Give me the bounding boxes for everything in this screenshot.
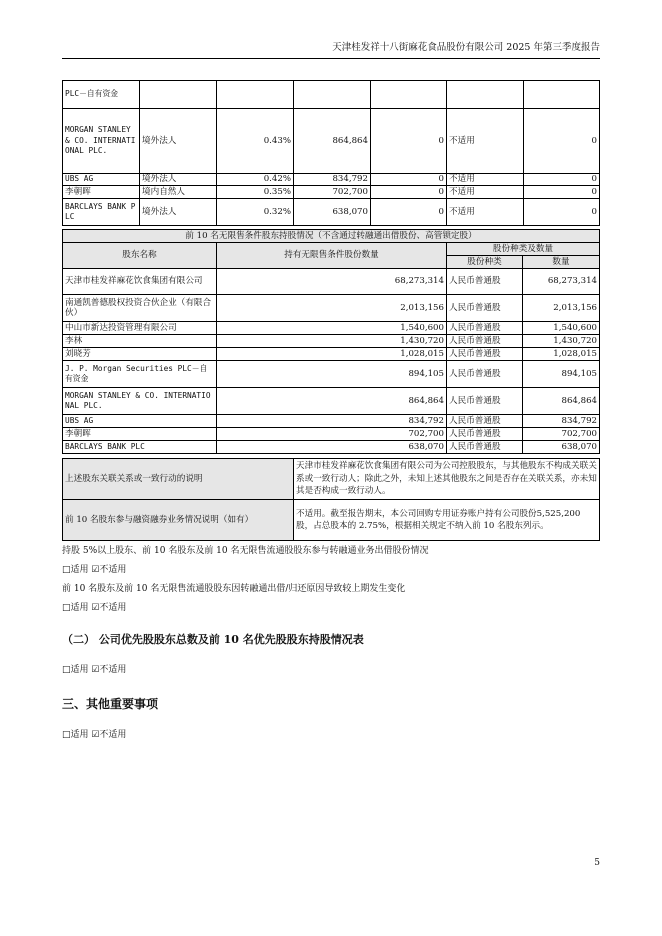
table-row bbox=[63, 500, 600, 541]
share-type: 人民币普通股 bbox=[447, 428, 523, 441]
restricted-amount: 0 bbox=[371, 186, 447, 199]
header-row bbox=[63, 243, 600, 256]
holder-name: BARCLAYS BANK PLC bbox=[63, 441, 217, 454]
share-type: 人民币普通股 bbox=[447, 348, 523, 361]
pledge-amount: 0 bbox=[524, 186, 600, 199]
pledge-status: 不适用 bbox=[447, 109, 524, 174]
holder-name: 刘晓芳 bbox=[63, 348, 217, 361]
share-qty: 894,105 bbox=[523, 361, 600, 388]
lending-change-statement: 前 10 名股东及前 10 名无限售流通股股东因转融通出借/归还原因导致较上期发生变化 bbox=[62, 584, 406, 594]
holding-amount: 702,700 bbox=[294, 186, 371, 199]
restricted-amount: 0 bbox=[371, 109, 447, 174]
share-qty: 834,792 bbox=[523, 415, 600, 428]
note-label: 上述股东关联关系或一致行动的说明 bbox=[63, 459, 294, 500]
table-row bbox=[63, 388, 600, 415]
share-qty: 68,273,314 bbox=[523, 269, 600, 295]
holder-type: 境外法人 bbox=[140, 199, 217, 226]
holder-name: MORGAN STANLEY & CO. INTERNATIONAL PLC. bbox=[63, 109, 140, 174]
note-text: 不适用。截至报告期末，本公司回购专用证券账户持有公司股份5,525,200 股，占总股本的 2.75%，根据相关规定不纳入前 10 名股东列示。 bbox=[294, 500, 600, 541]
col-header-type: 股份种类 bbox=[447, 256, 523, 269]
holding-amount: 834,792 bbox=[294, 174, 371, 186]
share-type: 人民币普通股 bbox=[447, 441, 523, 454]
table-row bbox=[63, 269, 600, 295]
pledge-status: 不适用 bbox=[447, 199, 524, 226]
table-title: 前 10 名无限售条件股东持股情况（不含通过转融通出借股份、高管锁定股） bbox=[63, 230, 600, 243]
table-row bbox=[63, 109, 600, 174]
holder-name: J. P. Morgan Securities PLC－自有资金 bbox=[63, 361, 217, 388]
table-row bbox=[63, 335, 600, 348]
unrestricted-amount: 2,013,156 bbox=[217, 295, 447, 322]
share-type: 人民币普通股 bbox=[447, 322, 523, 335]
table-row bbox=[63, 415, 600, 428]
unrestricted-amount: 864,864 bbox=[217, 388, 447, 415]
holder-type: 境外法人 bbox=[140, 174, 217, 186]
table-row bbox=[63, 186, 600, 199]
holding-ratio: 0.35% bbox=[217, 186, 294, 199]
share-qty: 2,013,156 bbox=[523, 295, 600, 322]
unrestricted-amount: 68,273,314 bbox=[217, 269, 447, 295]
share-qty: 1,540,600 bbox=[523, 322, 600, 335]
pledge-status: 不适用 bbox=[447, 186, 524, 199]
applicability-checkbox: □适用 ☑不适用 bbox=[62, 665, 127, 675]
holder-name: 李林 bbox=[63, 335, 217, 348]
shareholder-notes-table bbox=[62, 458, 600, 541]
pledge-amount: 0 bbox=[524, 109, 600, 174]
share-type: 人民币普通股 bbox=[447, 361, 523, 388]
restricted-amount bbox=[371, 81, 447, 109]
table-row bbox=[63, 441, 600, 454]
holder-name: 天津市桂发祥麻花饮食集团有限公司 bbox=[63, 269, 217, 295]
restricted-amount: 0 bbox=[371, 174, 447, 186]
table-row bbox=[63, 322, 600, 335]
other-matters-heading: 三、其他重要事项 bbox=[62, 697, 159, 711]
holder-type bbox=[140, 81, 217, 109]
holder-name: UBS AG bbox=[63, 174, 140, 186]
share-type: 人民币普通股 bbox=[447, 388, 523, 415]
page-number: 5 bbox=[594, 858, 600, 868]
unrestricted-amount: 702,700 bbox=[217, 428, 447, 441]
applicability-checkbox: □适用 ☑不适用 bbox=[62, 565, 127, 575]
col-header-type-group: 股份种类及数量 bbox=[447, 243, 600, 256]
table-title-row bbox=[63, 230, 600, 243]
share-type: 人民币普通股 bbox=[447, 295, 523, 322]
holding-ratio: 0.42% bbox=[217, 174, 294, 186]
securities-lending-statement: 持股 5%以上股东、前 10 名股东及前 10 名无限售流通股股东参与转融通业务出借股份情况 bbox=[62, 546, 429, 556]
applicability-checkbox: □适用 ☑不适用 bbox=[62, 730, 127, 740]
pledge-amount bbox=[524, 81, 600, 109]
header-divider bbox=[62, 58, 600, 59]
holder-name: 南通凯普德股权投资合伙企业（有限合伙） bbox=[63, 295, 217, 322]
table-row bbox=[63, 459, 600, 500]
share-qty: 1,430,720 bbox=[523, 335, 600, 348]
pledge-amount: 0 bbox=[524, 174, 600, 186]
col-header-qty: 数量 bbox=[523, 256, 600, 269]
preferred-shareholders-heading: （二） 公司优先股股东总数及前 10 名优先股股东持股情况表 bbox=[62, 633, 364, 646]
unrestricted-amount: 834,792 bbox=[217, 415, 447, 428]
holder-type: 境内自然人 bbox=[140, 186, 217, 199]
table-row bbox=[63, 428, 600, 441]
holding-ratio: 0.32% bbox=[217, 199, 294, 226]
pledge-amount: 0 bbox=[524, 199, 600, 226]
holding-amount: 638,070 bbox=[294, 199, 371, 226]
note-text: 天津市桂发祥麻花饮食集团有限公司为公司控股股东，与其他股东不构成关联关系或一致行动人；除此之外，未知上述其他股东之间是否存在关联关系，亦未知其是否构成一致行动人。 bbox=[294, 459, 600, 500]
table-row bbox=[63, 361, 600, 388]
holding-ratio: 0.43% bbox=[217, 109, 294, 174]
table-row bbox=[63, 295, 600, 322]
share-qty: 702,700 bbox=[523, 428, 600, 441]
table-row bbox=[63, 81, 600, 109]
share-qty: 1,028,015 bbox=[523, 348, 600, 361]
holder-name: 中山市新达投资管理有限公司 bbox=[63, 322, 217, 335]
holder-name: 李朝晖 bbox=[63, 186, 140, 199]
report-header: 天津桂发祥十八街麻花食品股份有限公司 2025 年第三季度报告 bbox=[332, 42, 600, 53]
holding-amount: 864,864 bbox=[294, 109, 371, 174]
table-row bbox=[63, 348, 600, 361]
restricted-amount: 0 bbox=[371, 199, 447, 226]
holder-name: UBS AG bbox=[63, 415, 217, 428]
unrestricted-amount: 1,540,600 bbox=[217, 322, 447, 335]
table-row bbox=[63, 199, 600, 226]
holding-amount bbox=[294, 81, 371, 109]
unrestricted-shareholders-table bbox=[62, 229, 600, 454]
top-shareholders-table-continued bbox=[62, 80, 600, 226]
col-header-holder: 股东名称 bbox=[63, 243, 217, 269]
table-row bbox=[63, 174, 600, 186]
pledge-status: 不适用 bbox=[447, 174, 524, 186]
holder-name: PLC－自有资金 bbox=[63, 81, 140, 109]
unrestricted-amount: 1,028,015 bbox=[217, 348, 447, 361]
holding-ratio bbox=[217, 81, 294, 109]
holder-type: 境外法人 bbox=[140, 109, 217, 174]
unrestricted-amount: 1,430,720 bbox=[217, 335, 447, 348]
col-header-amount: 持有无限售条件股份数量 bbox=[217, 243, 447, 269]
holder-name: 李朝晖 bbox=[63, 428, 217, 441]
unrestricted-amount: 638,070 bbox=[217, 441, 447, 454]
unrestricted-amount: 894,105 bbox=[217, 361, 447, 388]
share-type: 人民币普通股 bbox=[447, 335, 523, 348]
holder-name: MORGAN STANLEY & CO. INTERNATIONAL PLC. bbox=[63, 388, 217, 415]
share-type: 人民币普通股 bbox=[447, 415, 523, 428]
applicability-checkbox: □适用 ☑不适用 bbox=[62, 603, 127, 613]
share-qty: 864,864 bbox=[523, 388, 600, 415]
pledge-status bbox=[447, 81, 524, 109]
holder-name: BARCLAYS BANK PLC bbox=[63, 199, 140, 226]
note-label: 前 10 名股东参与融资融券业务情况说明（如有） bbox=[63, 500, 294, 541]
share-qty: 638,070 bbox=[523, 441, 600, 454]
share-type: 人民币普通股 bbox=[447, 269, 523, 295]
